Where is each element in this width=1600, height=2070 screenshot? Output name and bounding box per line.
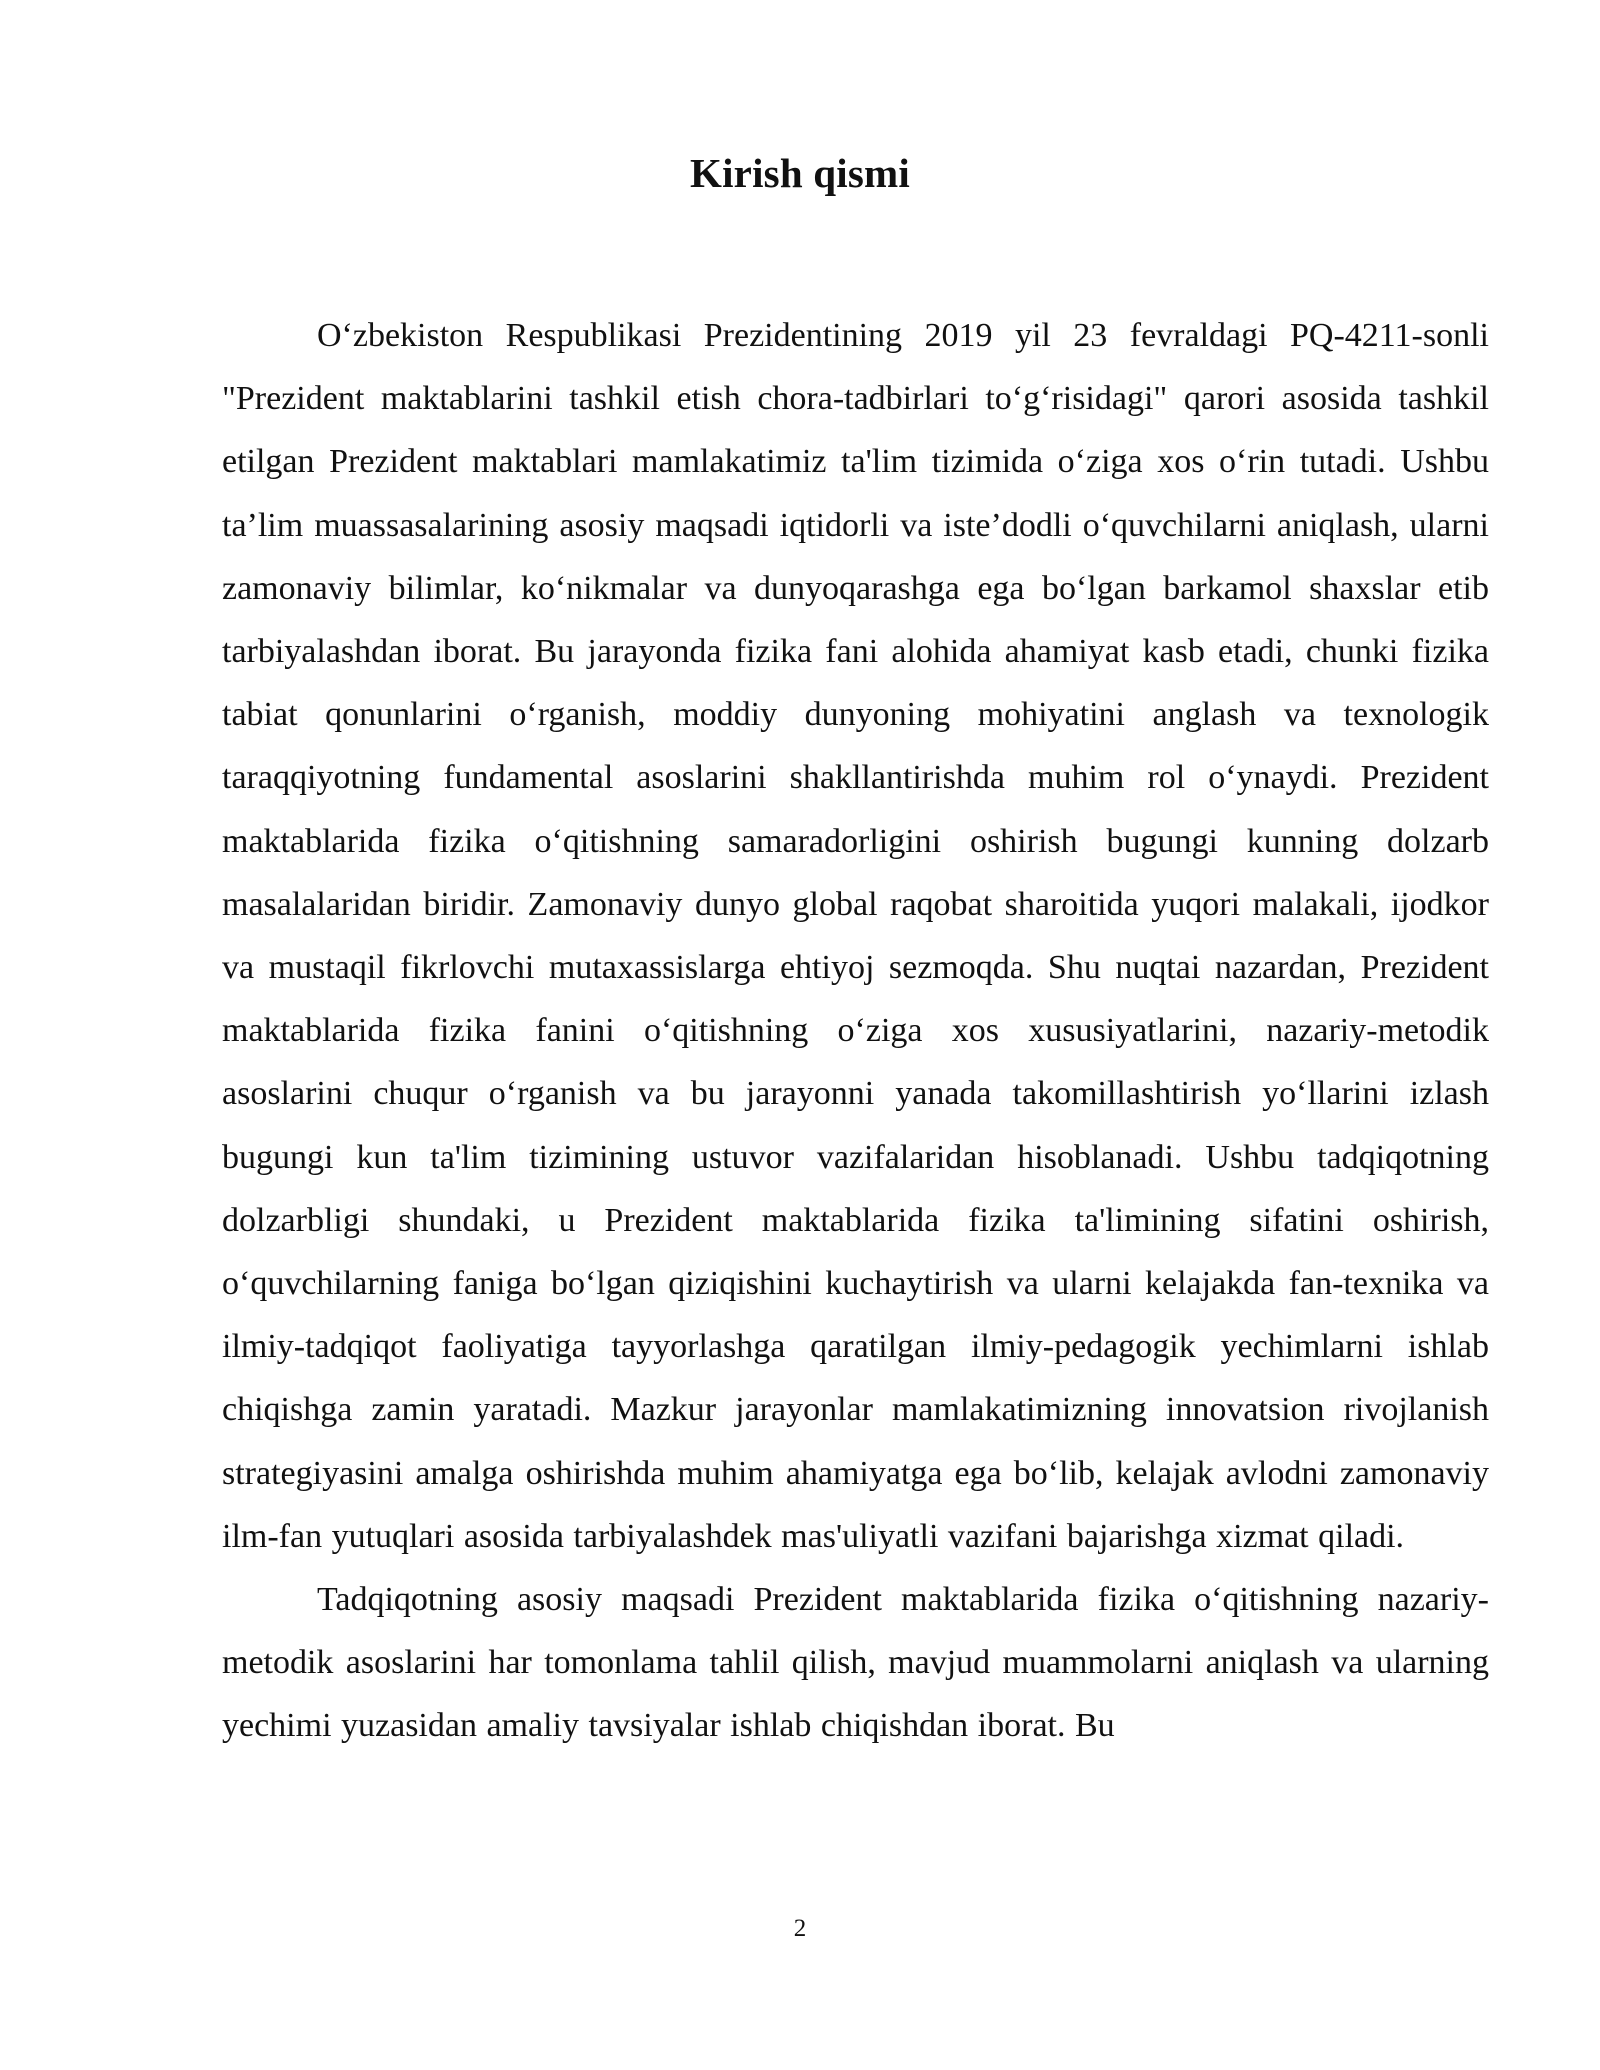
document-body	[222, 304, 1489, 1758]
page-title: Kirish qismi	[690, 150, 910, 196]
paragraph-research-goal: Tadqiqotning asosiy maqsadi Prezident maktablarida fizika o‘qitishning nazariy-metodik asoslarini har tomonlama tahlil qilish, mavjud muammolarni aniqlash va ularning yechimi yuzasidan amaliy tavsiyalar ishlab chiqishdan iborat. Bu	[222, 1581, 1489, 1745]
paragraph-introduction: O‘zbekiston Respublikasi Prezidentining 2019 yil 23 fevraldagi PQ-4211-sonli "Prezident maktablarini tashkil etish chora-tadbirlari to‘g‘risidagi" qarori asosida tashkil etilgan Prezident maktablari mamlakatimiz ta'lim tizimida o‘ziga xos o‘rin tutadi. Ushbu ta’lim muassasalarining asosiy maqsadi iqtidorli va iste’dodli o‘quvchilarni aniqlash, ularni zamonaviy bilimlar, ko‘nikmalar va dunyoqarashga ega bo‘lgan barkamol shaxslar etib tarbiyalashdan iborat. Bu jarayonda fizika fani alohida ahamiyat kasb etadi, chunki fizika tabiat qonunlarini o‘rganish, moddiy dunyoning mohiyatini anglash va texnologik taraqqiyotning fundamental asoslarini shakllantirishda muhim rol o‘ynaydi. Prezident maktablarida fizika o‘qitishning samaradorligini oshirish bugungi kunning dolzarb masalalaridan biridir. Zamonaviy dunyo global raqobat sharoitida yuqori malakali, ijodkor va mustaqil fikrlovchi mutaxassislarga ehtiyoj sezmoqda. Shu nuqtai nazardan, Prezident maktablarida fizika fanini o‘qitishning o‘ziga xos xususiyatlarini, nazariy-metodik asoslarini chuqur o‘rganish va bu jarayonni yanada takomillashtirish yo‘llarini izlash bugungi kun ta'lim tizimining ustuvor vazifalaridan hisoblanadi. Ushbu tadqiqotning dolzarbligi shundaki, u Prezident maktablarida fizika ta'limining sifatini oshirish, o‘quvchilarning faniga bo‘lgan qiziqishini kuchaytirish va ularni kelajakda fan-texnika va ilmiy-tadqiqot faoliyatiga tayyorlashga qaratilgan ilmiy-pedagogik yechimlarni ishlab chiqishga zamin yaratadi. Mazkur jarayonlar mamlakatimizning innovatsion rivojlanish strategiyasini amalga oshirishda muhim ahamiyatga ega bo‘lib, kelajak avlodni zamonaviy ilm-fan yutuqlari asosida tarbiyalashdek mas'uliyatli vazifani bajarishga xizmat qiladi.	[222, 317, 1489, 1555]
page-number: 2	[793, 1915, 807, 1942]
